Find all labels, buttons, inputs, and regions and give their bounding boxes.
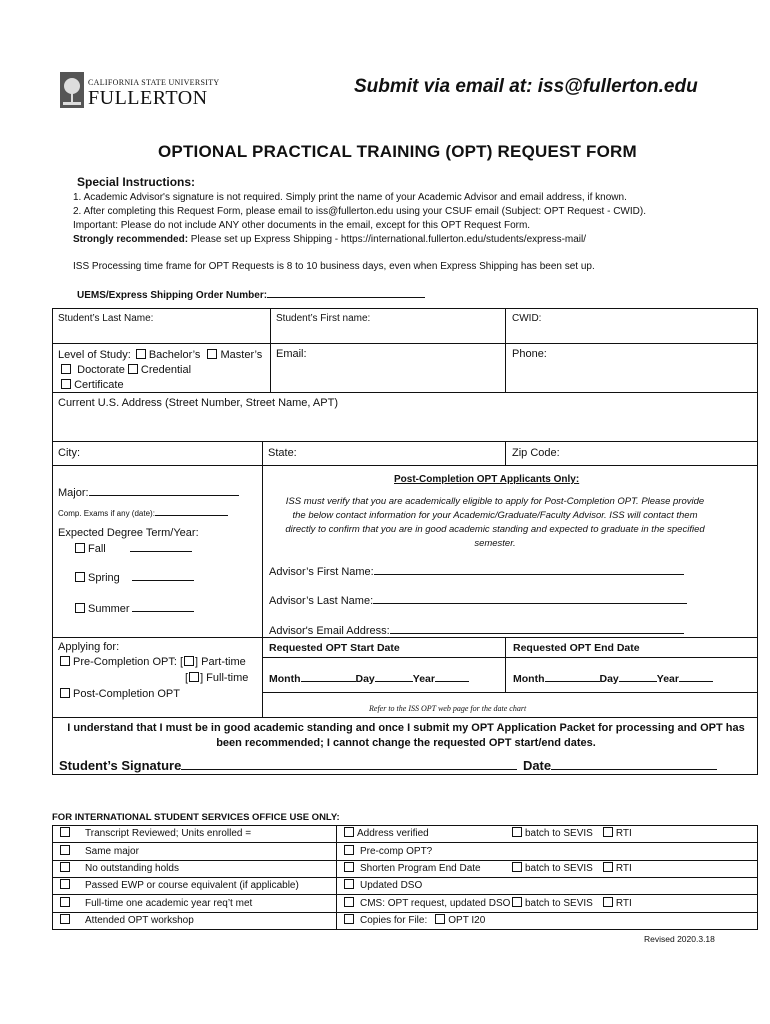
pre-completion-option[interactable] <box>60 656 246 668</box>
office-left-label: Same major <box>85 846 139 857</box>
office-checkbox[interactable] <box>60 914 70 924</box>
phone-field[interactable]: Phone: <box>512 348 547 360</box>
date-line[interactable] <box>551 758 717 770</box>
office-right-label: Copies for File: <box>360 915 428 926</box>
office-checkbox[interactable] <box>344 845 354 855</box>
advisor-email-line[interactable] <box>390 623 684 634</box>
office-row-right[interactable] <box>344 828 429 839</box>
fall-checkbox[interactable] <box>75 543 85 553</box>
rti-label: RTI <box>615 863 632 874</box>
office-checkbox[interactable] <box>344 914 354 924</box>
summer-year-line[interactable] <box>132 602 194 612</box>
end-year-label: Year <box>656 673 679 685</box>
revision-date: Revised 2020.3.18 <box>644 934 715 944</box>
start-year-line[interactable] <box>435 672 469 682</box>
summer-option[interactable] <box>75 602 194 615</box>
end-day-label: Day <box>599 673 619 685</box>
start-year-label: Year <box>412 673 435 685</box>
strongly-recommended-label: Strongly recommended: <box>73 234 189 245</box>
bachelors-label: Bachelor’s <box>148 349 201 361</box>
summer-checkbox[interactable] <box>75 603 85 613</box>
uems-label <box>77 287 425 302</box>
end-year-line[interactable] <box>679 672 713 682</box>
cwid-field[interactable]: CWID: <box>512 313 542 324</box>
rti-checkbox[interactable] <box>603 862 613 872</box>
office-row-left[interactable] <box>60 863 179 874</box>
credential-label: Credential <box>140 364 192 376</box>
email-field[interactable]: Email: <box>276 348 307 360</box>
end-month-label: Month <box>513 673 545 685</box>
major-input-line[interactable] <box>89 485 239 496</box>
batch-sevis-row[interactable] <box>512 828 632 839</box>
processing-time-note: ISS Processing time frame for OPT Requests is 8 to 10 business days, even when Express Shipping has been set up. <box>73 261 595 272</box>
advisor-first-name-field[interactable] <box>269 564 684 578</box>
submit-email-text: Submit via email at: iss@fullerton.edu <box>354 76 698 97</box>
comp-exams-field[interactable] <box>58 507 228 518</box>
office-row-left[interactable] <box>60 880 299 891</box>
pre-completion-label: Pre-Completion OPT: [ <box>73 656 184 668</box>
office-row-left[interactable] <box>60 846 139 857</box>
summer-label: Summer <box>88 603 130 615</box>
date-label: Date <box>522 758 552 773</box>
acknowledgement-text: I understand that I must be in good academic standing and once I submit my OPT Application Packet for processing and OPT has been recommended; I cannot change the requested OPT start/end dates. <box>67 722 745 749</box>
express-shipping-note: Please set up Express Shipping - https://international.fullerton.edu/students/express-mail/ <box>188 234 587 245</box>
signature-field[interactable] <box>59 758 717 773</box>
advisor-email-label: Advisor's Email Address: <box>269 625 390 637</box>
start-day-line[interactable] <box>375 672 413 682</box>
full-time-checkbox[interactable] <box>189 672 199 682</box>
batch-sevis-checkbox[interactable] <box>512 862 522 872</box>
state-field[interactable]: State: <box>268 447 297 459</box>
address-field[interactable]: Current U.S. Address (Street Number, Street Name, APT) <box>58 397 338 409</box>
logo-university-name: CALIFORNIA STATE UNIVERSITY <box>88 78 220 87</box>
doctorate-checkbox[interactable] <box>61 364 71 374</box>
office-right-label: Pre-comp OPT? <box>360 846 433 857</box>
office-left-label: Passed EWP or course equivalent (if applicable) <box>85 880 299 891</box>
office-checkbox[interactable] <box>344 897 354 907</box>
post-completion-heading: Post-Completion OPT Applicants Only: <box>394 474 580 485</box>
signature-label: Student’s Signature <box>59 758 182 773</box>
office-right-label: Address verified <box>357 828 429 839</box>
advisor-last-name-field[interactable] <box>269 593 687 607</box>
level-label: Level of Study: <box>58 349 131 361</box>
office-checkbox[interactable] <box>60 845 70 855</box>
office-row-left[interactable] <box>60 915 194 926</box>
uems-input-line[interactable] <box>267 287 425 298</box>
advisor-last-name-label: Advisor’s Last Name: <box>269 595 374 607</box>
major-field[interactable] <box>58 485 239 499</box>
instruction-line-1: 1. Academic Advisor's signature is not required. Simply print the name of your Academic Advisor and email address, if known. <box>73 192 627 203</box>
tree-seal-icon <box>60 72 84 108</box>
office-checkbox[interactable] <box>60 879 70 889</box>
instruction-line-4 <box>73 233 586 246</box>
office-checkbox[interactable] <box>344 879 354 889</box>
rti-label: RTI <box>615 828 632 839</box>
batch-sevis-checkbox[interactable] <box>512 827 522 837</box>
end-date-heading: Requested OPT End Date <box>513 642 640 654</box>
end-date-fields[interactable] <box>513 672 713 685</box>
opt-i20-checkbox[interactable] <box>435 914 445 924</box>
instruction-line-2: 2. After completing this Request Form, please email to iss@fullerton.edu using your CSUF email (Subject: OPT Request - CWID). <box>73 206 646 217</box>
office-left-label: Attended OPT workshop <box>85 915 194 926</box>
advisor-first-name-line[interactable] <box>374 564 684 575</box>
instruction-line-3: Important: Please do not include ANY other documents in the email, except for this OPT Request Form. <box>73 220 531 231</box>
opt-i20-label: OPT I20 <box>448 915 486 926</box>
office-use-heading: FOR INTERNATIONAL STUDENT SERVICES OFFICE USE ONLY: <box>52 812 340 823</box>
form-title: OPTIONAL PRACTICAL TRAINING (OPT) REQUEST FORM <box>158 142 637 161</box>
post-completion-option[interactable] <box>60 688 180 700</box>
office-row-right[interactable] <box>344 898 510 909</box>
start-day-label: Day <box>355 673 375 685</box>
advisor-first-name-label: Advisor’s First Name: <box>269 566 374 578</box>
part-time-checkbox[interactable] <box>184 656 194 666</box>
full-time-label: ] Full-time <box>200 672 249 684</box>
office-checkbox[interactable] <box>60 827 70 837</box>
university-logo <box>60 72 220 112</box>
office-row-right[interactable] <box>344 915 485 926</box>
batch-sevis-label: batch to SEVIS <box>525 898 593 909</box>
certificate-label: Certificate <box>74 379 124 391</box>
advisor-last-name-line[interactable] <box>373 593 687 604</box>
spring-checkbox[interactable] <box>75 572 85 582</box>
office-row-right[interactable] <box>344 863 481 874</box>
batch-sevis-checkbox[interactable] <box>512 897 522 907</box>
masters-label: Master’s <box>220 349 263 361</box>
logo-campus-name: FULLERTON <box>88 87 208 109</box>
fall-year-line[interactable] <box>130 542 192 552</box>
office-row-left[interactable] <box>60 898 252 909</box>
fall-option[interactable] <box>75 542 192 555</box>
post-completion-note: ISS must verify that you are academically eligible to apply for Post-Completion OPT. Please provide the below contact information for your Academic/Graduate/Faculty Advisor. ISS will contact them directly to confirm that you are in good academic standing and expected to graduate in the specified semester. <box>285 496 705 549</box>
level-of-study <box>58 348 262 393</box>
end-day-line[interactable] <box>619 672 657 682</box>
certificate-checkbox[interactable] <box>61 379 71 389</box>
office-row-left[interactable] <box>60 828 251 839</box>
batch-sevis-label: batch to SEVIS <box>525 863 593 874</box>
start-month-label: Month <box>269 673 301 685</box>
office-row-right[interactable] <box>344 846 432 857</box>
first-name-field[interactable]: Student’s First name: <box>276 313 371 324</box>
office-checkbox[interactable] <box>344 862 354 872</box>
office-checkbox[interactable] <box>344 827 354 837</box>
post-completion-label: Post-Completion OPT <box>73 688 180 700</box>
office-checkbox[interactable] <box>60 862 70 872</box>
applying-for-label: Applying for: <box>58 641 120 653</box>
office-left-label: No outstanding holds <box>85 863 179 874</box>
comp-exams-input-line[interactable] <box>155 507 228 516</box>
major-label: Major: <box>58 487 89 499</box>
rti-checkbox[interactable] <box>603 897 613 907</box>
office-row-right[interactable] <box>344 880 422 891</box>
office-left-label: Transcript Reviewed; Units enrolled = <box>85 828 252 839</box>
masters-checkbox[interactable] <box>207 349 217 359</box>
office-right-label: CMS: OPT request, updated DSO <box>360 898 511 909</box>
start-month-line[interactable] <box>301 672 356 682</box>
signature-line[interactable] <box>181 758 517 770</box>
office-right-label: Shorten Program End Date <box>360 863 481 874</box>
expected-term-label: Expected Degree Term/Year: <box>58 527 199 539</box>
batch-sevis-row[interactable] <box>512 898 632 909</box>
doctorate-label: Doctorate <box>77 364 125 376</box>
special-instructions-heading: Special Instructions: <box>77 175 196 189</box>
full-time-option[interactable]: [ ] Full-time <box>185 672 249 684</box>
rti-checkbox[interactable] <box>603 827 613 837</box>
start-date-fields[interactable] <box>269 672 469 685</box>
spring-option[interactable] <box>75 571 194 584</box>
spring-year-line[interactable] <box>132 571 194 581</box>
office-checkbox[interactable] <box>60 897 70 907</box>
start-date-heading: Requested OPT Start Date <box>269 642 400 654</box>
bachelors-checkbox[interactable] <box>136 349 146 359</box>
rti-label: RTI <box>615 898 632 909</box>
credential-checkbox[interactable] <box>128 364 138 374</box>
office-left-label: Full-time one academic year req’t met <box>85 898 253 909</box>
uems-text: UEMS/Express Shipping Order Number: <box>77 290 268 301</box>
part-time-label: ] Part-time <box>195 656 246 668</box>
date-chart-note: Refer to the ISS OPT web page for the date chart <box>369 704 527 713</box>
fall-label: Fall <box>88 543 106 555</box>
office-right-label: Updated DSO <box>360 880 423 891</box>
post-completion-checkbox[interactable] <box>60 688 70 698</box>
batch-sevis-row[interactable] <box>512 863 632 874</box>
comp-exams-label: Comp. Exams if any (date): <box>58 509 155 518</box>
zip-field[interactable]: Zip Code: <box>512 447 560 459</box>
batch-sevis-label: batch to SEVIS <box>525 828 593 839</box>
end-month-line[interactable] <box>545 672 600 682</box>
last-name-field[interactable]: Student’s Last Name: <box>58 313 154 324</box>
pre-completion-checkbox[interactable] <box>60 656 70 666</box>
advisor-email-field[interactable] <box>269 623 684 637</box>
spring-label: Spring <box>88 572 120 584</box>
city-field[interactable]: City: <box>58 447 80 459</box>
